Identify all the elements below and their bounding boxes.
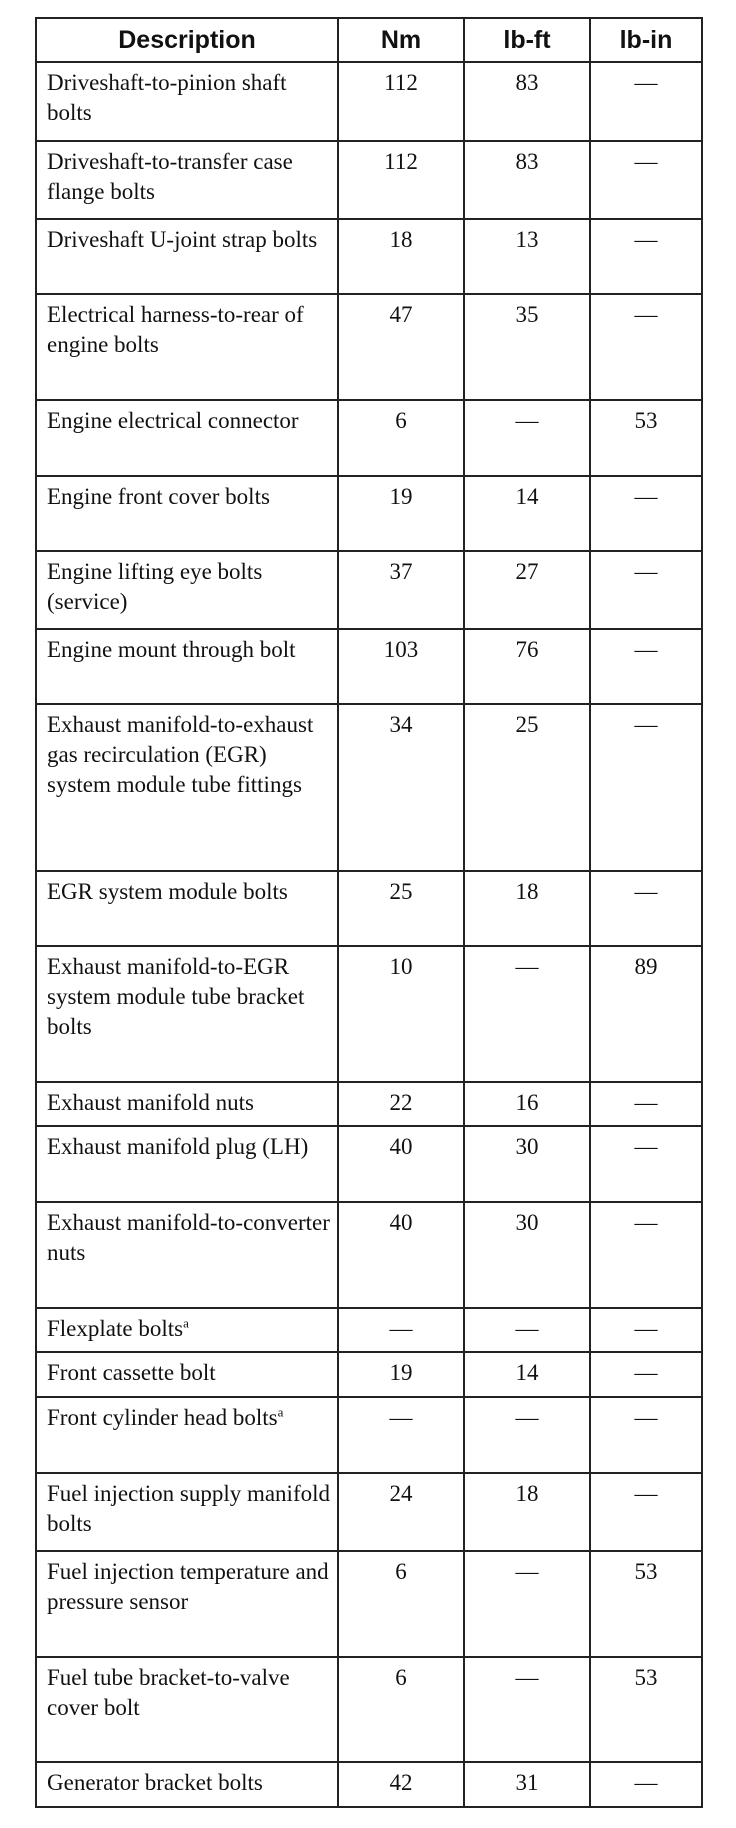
header-lbft: lb-ft xyxy=(464,18,590,62)
description-text: EGR system module bolts xyxy=(47,878,288,904)
cell-description xyxy=(36,946,338,1082)
cell-lbft: 83 xyxy=(464,62,590,141)
cell-lbin: 89 xyxy=(590,946,702,1082)
table-row xyxy=(36,1308,702,1353)
cell-nm: — xyxy=(338,1397,464,1473)
cell-lbft: 14 xyxy=(464,476,590,551)
table-row xyxy=(36,871,702,946)
footnote-marker: a xyxy=(277,1404,284,1420)
cell-lbin: 53 xyxy=(590,1657,702,1762)
table-row xyxy=(36,219,702,294)
cell-description xyxy=(36,704,338,870)
description-text: Front cylinder head bolts xyxy=(47,1404,278,1430)
cell-nm: 24 xyxy=(338,1473,464,1552)
cell-description xyxy=(36,871,338,946)
table-row xyxy=(36,1082,702,1127)
description-text: Engine mount through bolt xyxy=(47,637,296,663)
footnote-marker: a xyxy=(183,1315,189,1331)
cell-lbin: — xyxy=(590,629,702,704)
cell-description xyxy=(36,1397,338,1473)
cell-description xyxy=(36,629,338,704)
cell-lbft: 35 xyxy=(464,294,590,399)
header-lbin: lb-in xyxy=(590,18,702,62)
cell-lbft: — xyxy=(464,400,590,476)
table-row xyxy=(36,141,702,220)
table-row xyxy=(36,1202,702,1307)
cell-lbft: — xyxy=(464,1551,590,1656)
cell-lbft: 16 xyxy=(464,1082,590,1127)
cell-lbft: — xyxy=(464,1397,590,1473)
cell-lbin: — xyxy=(590,704,702,870)
description-text: Engine lifting eye bolts (service) xyxy=(47,558,263,614)
cell-lbin: — xyxy=(590,1202,702,1307)
cell-nm: 40 xyxy=(338,1126,464,1202)
cell-lbft: 30 xyxy=(464,1126,590,1202)
header-row xyxy=(36,18,702,62)
cell-lbft: 14 xyxy=(464,1352,590,1397)
cell-nm: 37 xyxy=(338,551,464,630)
description-text: Fuel injection supply manifold bolts xyxy=(47,1480,330,1536)
cell-nm: 6 xyxy=(338,1657,464,1762)
description-text: Driveshaft-to-pinion shaft bolts xyxy=(47,70,287,125)
description-text: Generator bracket bolts xyxy=(47,1770,263,1796)
cell-lbft: 76 xyxy=(464,629,590,704)
table-body xyxy=(36,62,702,1807)
table-row xyxy=(36,1762,702,1807)
cell-lbin: — xyxy=(590,294,702,399)
cell-lbin: 53 xyxy=(590,1551,702,1656)
cell-description xyxy=(36,141,338,220)
cell-lbin: — xyxy=(590,1352,702,1397)
description-text: Engine front cover bolts xyxy=(47,483,270,509)
cell-lbin: — xyxy=(590,1308,702,1353)
cell-nm: 103 xyxy=(338,629,464,704)
description-text: Electrical harness-to-rear of engine bolts xyxy=(47,302,304,358)
cell-description xyxy=(36,551,338,630)
cell-nm: 25 xyxy=(338,871,464,946)
cell-description xyxy=(36,1657,338,1762)
table-row xyxy=(36,400,702,476)
description-text: Driveshaft U-joint strap bolts xyxy=(47,227,318,253)
table-row xyxy=(36,1397,702,1473)
cell-description xyxy=(36,294,338,399)
description-text: Engine electrical connector xyxy=(47,407,299,433)
cell-description xyxy=(36,1352,338,1397)
table-row xyxy=(36,294,702,399)
cell-lbin: — xyxy=(590,551,702,630)
cell-lbft: 27 xyxy=(464,551,590,630)
cell-description xyxy=(36,1082,338,1127)
cell-description xyxy=(36,400,338,476)
table-row xyxy=(36,1126,702,1202)
cell-nm: 34 xyxy=(338,704,464,870)
cell-description xyxy=(36,1473,338,1552)
cell-lbin: — xyxy=(590,1126,702,1202)
cell-nm: 22 xyxy=(338,1082,464,1127)
cell-lbin: — xyxy=(590,476,702,551)
cell-lbft: — xyxy=(464,946,590,1082)
cell-lbin: — xyxy=(590,1082,702,1127)
cell-nm: 10 xyxy=(338,946,464,1082)
description-text: Exhaust manifold plug (LH) xyxy=(47,1134,309,1160)
cell-lbft: 31 xyxy=(464,1762,590,1807)
cell-description xyxy=(36,219,338,294)
cell-lbin: — xyxy=(590,219,702,294)
table-row xyxy=(36,1473,702,1552)
description-text: Exhaust manifold nuts xyxy=(47,1089,254,1115)
cell-lbft: 30 xyxy=(464,1202,590,1307)
table-row xyxy=(36,1551,702,1656)
cell-lbin: — xyxy=(590,141,702,220)
cell-lbft: 18 xyxy=(464,871,590,946)
cell-lbin: — xyxy=(590,1762,702,1807)
cell-nm: — xyxy=(338,1308,464,1353)
cell-lbin: — xyxy=(590,1397,702,1473)
table-row xyxy=(36,1352,702,1397)
description-text: Flexplate bolts xyxy=(47,1315,184,1341)
description-text: Driveshaft-to-transfer case flange bolts xyxy=(47,148,293,204)
table-row xyxy=(36,1657,702,1762)
table-row xyxy=(36,704,702,870)
cell-description xyxy=(36,1551,338,1656)
cell-nm: 18 xyxy=(338,219,464,294)
cell-lbft: — xyxy=(464,1308,590,1353)
cell-nm: 6 xyxy=(338,1551,464,1656)
cell-description xyxy=(36,1308,338,1353)
table-row xyxy=(36,476,702,551)
cell-description xyxy=(36,62,338,141)
description-text: Front cassette bolt xyxy=(47,1360,216,1386)
description-text: Exhaust manifold-to-EGR system module tube bracket bolts xyxy=(47,953,305,1039)
cell-nm: 19 xyxy=(338,476,464,551)
cell-lbft: — xyxy=(464,1657,590,1762)
description-text: Fuel tube bracket-to-valve cover bolt xyxy=(47,1664,290,1720)
description-text: Exhaust manifold-to-converter nuts xyxy=(47,1210,330,1266)
table-row xyxy=(36,551,702,630)
table-row xyxy=(36,62,702,141)
cell-lbin: — xyxy=(590,1473,702,1552)
cell-description xyxy=(36,1762,338,1807)
description-text: Fuel injection temperature and pressure sensor xyxy=(47,1559,329,1615)
cell-nm: 40 xyxy=(338,1202,464,1307)
cell-nm: 6 xyxy=(338,400,464,476)
header-description: Description xyxy=(36,18,338,62)
cell-nm: 47 xyxy=(338,294,464,399)
cell-lbft: 25 xyxy=(464,704,590,870)
header-nm: Nm xyxy=(338,18,464,62)
table-row xyxy=(36,629,702,704)
cell-description xyxy=(36,1126,338,1202)
cell-nm: 19 xyxy=(338,1352,464,1397)
cell-lbin: — xyxy=(590,871,702,946)
description-text: Exhaust manifold-to-exhaust gas recirculation (EGR) system module tube fittings xyxy=(47,712,314,798)
cell-description xyxy=(36,1202,338,1307)
cell-nm: 112 xyxy=(338,141,464,220)
table-row xyxy=(36,946,702,1082)
cell-lbft: 18 xyxy=(464,1473,590,1552)
cell-nm: 42 xyxy=(338,1762,464,1807)
cell-lbin: — xyxy=(590,62,702,141)
cell-nm: 112 xyxy=(338,62,464,141)
torque-spec-table xyxy=(35,17,703,1808)
cell-lbin: 53 xyxy=(590,400,702,476)
cell-lbft: 83 xyxy=(464,141,590,220)
cell-lbft: 13 xyxy=(464,219,590,294)
cell-description xyxy=(36,476,338,551)
